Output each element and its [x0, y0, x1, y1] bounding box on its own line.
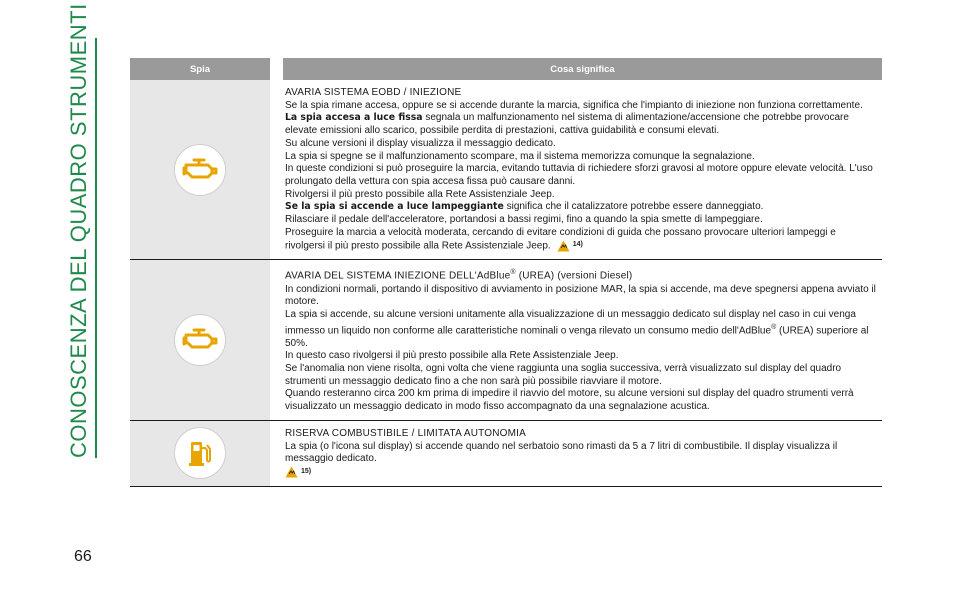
warning-triangle-icon [285, 466, 298, 478]
paragraph-suffix: (UREA) superiore al 50%. [285, 324, 869, 349]
table-header [130, 58, 882, 80]
paragraph [285, 466, 878, 480]
paragraph: In condizioni normali, portando il dispositivo di avviamento in posizione MAR, la spia si accende, ma deve spegnersi appena avviato il motore. [285, 283, 876, 308]
paragraph: In questo caso rivolgersi il più presto possibile alla Rete Assistenziale Jeep. [285, 350, 619, 362]
paragraph-text: Proseguire la marcia a velocità moderata, cercando di evitare condizioni di guida che possano provocare ulteriori lampeggi e rivolgersi il più presto possibile alla Rete Assistenziale Jeep. [285, 226, 836, 252]
row-title: AVARIA SISTEMA EOBD / INIEZIONE [285, 87, 462, 98]
paragraph [285, 309, 878, 350]
warning-lights-table [130, 58, 882, 487]
table-row [130, 80, 882, 260]
title-suffix: (UREA) (versioni Diesel) [515, 270, 633, 282]
registered-mark: ® [771, 323, 777, 331]
paragraph [285, 112, 878, 137]
registered-mark: ® [510, 269, 516, 277]
row-title [285, 267, 878, 283]
warning-reference [557, 239, 583, 252]
paragraph [285, 227, 878, 254]
title-text: AVARIA DEL SISTEMA INIEZIONE DELL'AdBlue [285, 270, 511, 282]
fuel-pump-icon [174, 427, 226, 479]
paragraph-text: La spia si accende, su alcune versioni unitamente alla visualizzazione di un messaggio dedicato sul display nel caso in cui venga immesso un liquido non conforme alle caratteristiche nominali o venga rilevato un consumo medio dell'AdBlue [285, 308, 856, 336]
engine-check-icon [174, 314, 226, 366]
warning-triangle-icon [557, 240, 570, 252]
paragraph: La spia (o l'icona sul display) si accende quando nel serbatoio sono rimasti da 5 a 7 litri di combustibile. Il display visualizza il messaggio dedicato. [285, 440, 838, 465]
description-cell [283, 80, 882, 259]
reference-number: 14) [572, 241, 583, 249]
chapter-rule [95, 38, 97, 458]
paragraph: La spia si spegne se il malfunzionamento scompare, ma il sistema memorizza comunque la segnalazione. [285, 150, 755, 162]
bold-lead: Se la spia si accende a luce lampeggiante [285, 201, 504, 213]
engine-check-icon [174, 144, 226, 196]
description-cell [283, 260, 882, 419]
row-title: RISERVA COMBUSTIBILE / LIMITATA AUTONOMIA [285, 427, 527, 439]
reference-number: 15) [301, 467, 312, 475]
paragraph: Rivolgersi il più presto possibile alla Rete Assistenziale Jeep. [285, 188, 555, 200]
icon-cell [130, 421, 270, 486]
warning-reference [285, 466, 311, 479]
paragraph: Su alcune versioni il display visualizza il messaggio dedicato. [285, 137, 556, 149]
chapter-title: CONOSCENZA DEL QUADRO STRUMENTI [66, 3, 91, 458]
bold-lead: La spia accesa a luce fissa [285, 112, 423, 124]
header-spia: Spia [130, 58, 270, 80]
paragraph: Rilasciare il pedale dell'acceleratore, portandosi a bassi regimi, fino a quando la spia smette di lampeggiare. [285, 214, 763, 226]
table-row [130, 421, 882, 487]
icon-cell [130, 260, 270, 419]
table-row [130, 260, 882, 420]
page-number: 66 [74, 548, 92, 565]
paragraph: Se la spia rimane accesa, oppure se si accende durante la marcia, significa che l'impianto di iniezione non funziona correttamente. [285, 99, 863, 111]
paragraph-text: significa che il catalizzatore potrebbe essere danneggiato. [503, 201, 764, 213]
paragraph: In queste condizioni si può proseguire la marcia, evitando tuttavia di richiedere sforzi gravosi al motore oppure elevate velocità. L'uso prolungato della vettura con spia accesa fissa può causare danni. [285, 163, 873, 187]
paragraph [285, 201, 878, 214]
description-cell [283, 421, 882, 486]
icon-cell [130, 80, 270, 259]
header-cosa-significa: Cosa significa [283, 58, 882, 80]
paragraph-text: segnala un malfunzionamento nel sistema di alimentazione/accensione che potrebbe provocare elevate emissioni allo scarico, possibile perdita di prestazioni, cattiva guidabilità e consumi elevati. [285, 112, 849, 137]
paragraph: Quando resteranno circa 200 km prima di impedire il riavvio del motore, su alcune versioni sul display del quadro strumenti verrà visualizzato un messaggio dedicato in modo fisso accompagnato da una segnalazione acustica. [285, 388, 854, 413]
paragraph: Se l'anomalia non viene risolta, ogni volta che viene raggiunta una soglia successiva, verrà visualizzato sul display del quadro strumenti un messaggio dedicato fino a che non sarà più possibile riavviare il motore. [285, 363, 842, 387]
